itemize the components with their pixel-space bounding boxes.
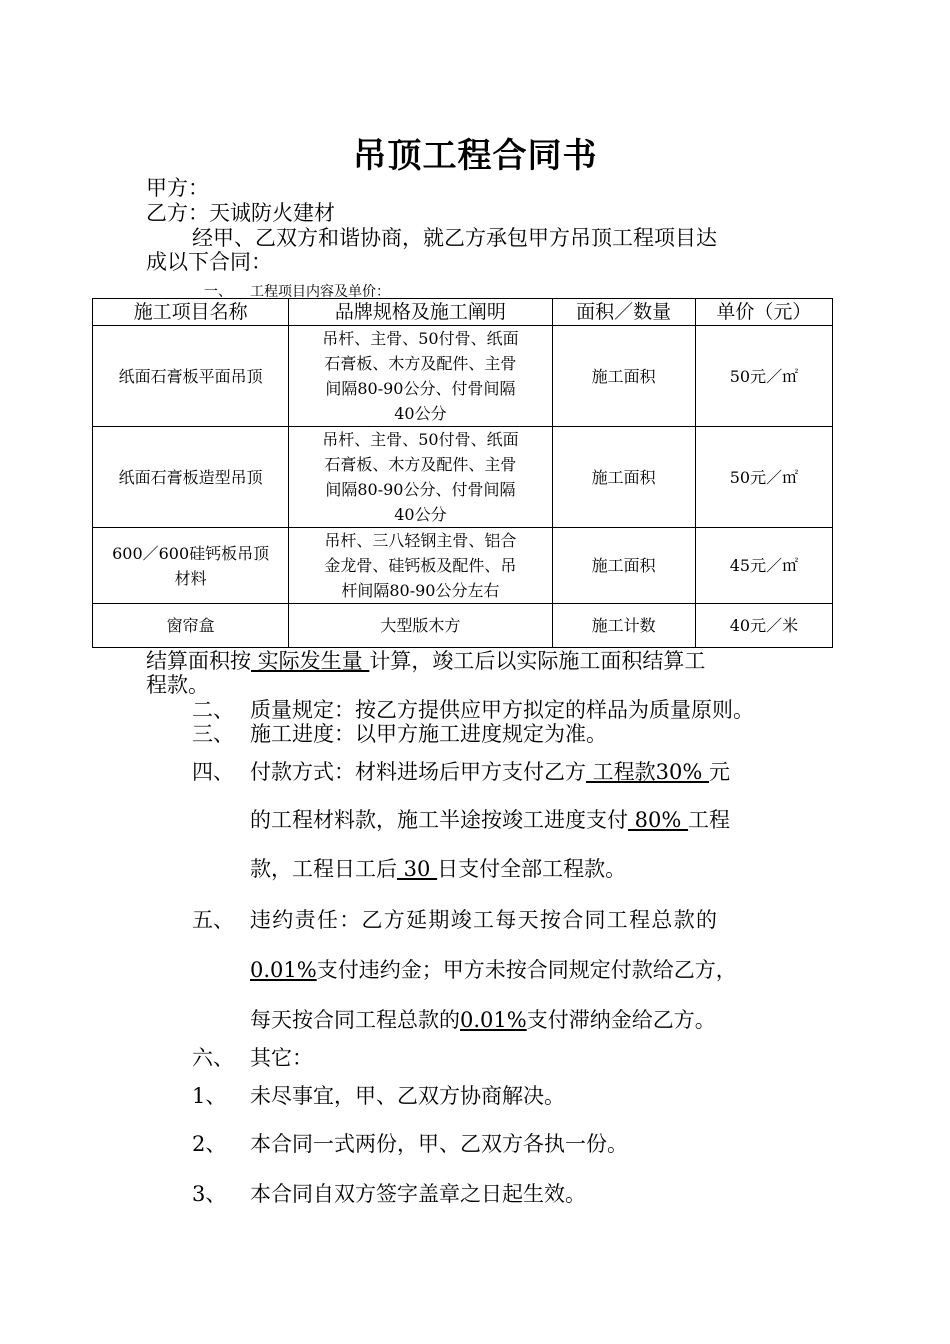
section-6-number: 六、 <box>192 1046 234 1070</box>
row-name <box>93 528 289 604</box>
section-1-label: 工程项目内容及单价： <box>250 284 390 300</box>
spec-line: 间隔80-90公分、付骨间隔 <box>325 480 516 499</box>
settlement-basis: 实际发生量 <box>251 649 370 673</box>
section-5-line-3 <box>250 1008 716 1032</box>
section-4-line-2 <box>250 808 730 832</box>
penalty-text: 支付滞纳金给乙方。 <box>526 1008 716 1032</box>
table-row <box>93 326 833 427</box>
row-spec <box>289 528 552 604</box>
item-3-number: 3、 <box>192 1182 227 1206</box>
table-header-row <box>93 299 833 326</box>
spec-line: 吊杆、主骨、50付骨、纸面 <box>322 430 519 449</box>
section-2-number: 二、 <box>192 698 234 722</box>
item-1-text: 未尽事宜，甲、乙双方协商解决。 <box>250 1084 565 1108</box>
payment-text: 日支付全部工程款。 <box>437 857 627 881</box>
section-3-number: 三、 <box>192 722 234 746</box>
section-5-line-1: 违约责任：乙方延期竣工每天按合同工程总款的 <box>250 908 719 932</box>
spec-line: 石膏板、木方及配件、主骨 <box>324 354 517 373</box>
penalty-text: 每天按合同工程总款的 <box>250 1008 460 1032</box>
document-title: 吊顶工程合同书 <box>352 136 598 176</box>
table-row <box>93 604 833 648</box>
section-3-text: 施工进度：以甲方施工进度规定为准。 <box>250 722 607 746</box>
header-quantity: 面积／数量 <box>552 299 695 326</box>
header-unit-price: 单价（元） <box>695 299 832 326</box>
penalty-rate: 0.01% <box>250 958 317 982</box>
item-3-text: 本合同自双方签字盖章之日起生效。 <box>250 1182 586 1206</box>
late-fee-rate: 0.01% <box>460 1008 527 1032</box>
item-2-text: 本合同一式两份，甲、乙双方各执一份。 <box>250 1132 628 1156</box>
section-4-line-3 <box>250 857 626 881</box>
table-row <box>93 528 833 604</box>
spec-line: 40公分 <box>394 505 447 524</box>
section-1-number: 一、 <box>204 284 232 300</box>
row-price: 40元／米 <box>695 604 832 648</box>
spec-line: 金龙骨、硅钙板及配件、吊 <box>324 556 517 575</box>
name-line: 600／600硅钙板吊顶 <box>112 543 270 563</box>
row-quantity: 施工面积 <box>552 427 695 528</box>
row-quantity: 施工面积 <box>552 326 695 427</box>
settlement-pre: 结算面积按 <box>146 649 251 673</box>
row-name: 纸面石膏板平面吊顶 <box>93 326 289 427</box>
payment-progress: 80% <box>628 808 689 832</box>
payment-text: 的工程材料款，施工半途按竣工进度支付 <box>250 808 628 832</box>
payment-advance: 工程款30% <box>586 760 710 784</box>
pricing-table <box>92 298 833 648</box>
penalty-text: 支付违约金；甲方未按合同规定付款给乙方， <box>316 958 737 982</box>
payment-text: 付款方式：材料进场后甲方支付乙方 <box>250 760 586 784</box>
row-price: 50元／㎡ <box>695 427 832 528</box>
spec-line: 吊杆、三八轻钢主骨、铝合 <box>324 531 517 550</box>
section-4-line-1 <box>250 760 730 784</box>
spec-line: 40公分 <box>394 404 447 423</box>
spec-line: 吊杆、主骨、50付骨、纸面 <box>322 329 519 348</box>
row-spec <box>289 326 552 427</box>
header-project-name: 施工项目名称 <box>93 299 289 326</box>
settlement-line-1 <box>146 649 705 673</box>
payment-days: 30 <box>397 857 438 881</box>
name-line: 材料 <box>174 568 207 588</box>
row-spec <box>289 427 552 528</box>
row-quantity: 施工面积 <box>552 528 695 604</box>
row-price: 45元／㎡ <box>695 528 832 604</box>
party-b: 乙方：天诚防火建材 <box>146 201 335 225</box>
spec-line: 间隔80-90公分、付骨间隔 <box>325 379 516 398</box>
item-1-number: 1、 <box>192 1084 227 1108</box>
settlement-post: 计算，竣工后以实际施工面积结算工 <box>369 649 706 673</box>
section-5-line-2 <box>250 958 737 982</box>
row-price: 50元／㎡ <box>695 326 832 427</box>
row-name: 纸面石膏板造型吊顶 <box>93 427 289 528</box>
spec-line: 石膏板、木方及配件、主骨 <box>324 455 517 474</box>
payment-text: 工程 <box>688 808 731 832</box>
item-2-number: 2、 <box>192 1132 227 1156</box>
row-quantity: 施工计数 <box>552 604 695 648</box>
intro-line-2: 成以下合同： <box>146 250 272 274</box>
header-spec: 品牌规格及施工阐明 <box>289 299 552 326</box>
section-2-text: 质量规定：按乙方提供应甲方拟定的样品为质量原则。 <box>250 698 754 722</box>
table-row <box>93 427 833 528</box>
settlement-line-2: 程款。 <box>146 673 209 697</box>
row-name: 窗帘盒 <box>93 604 289 648</box>
party-a: 甲方： <box>146 176 209 200</box>
section-5-number: 五、 <box>192 908 234 932</box>
row-spec: 大型版木方 <box>289 604 552 648</box>
payment-text: 款，工程日工后 <box>250 857 397 881</box>
intro-line-1: 经甲、乙双方和谐协商，就乙方承包甲方吊顶工程项目达 <box>192 226 717 250</box>
section-6-text: 其它： <box>250 1046 313 1070</box>
spec-line: 杆间隔80-90公分左右 <box>341 581 500 600</box>
section-4-number: 四、 <box>192 760 234 784</box>
payment-text: 元 <box>709 760 731 784</box>
